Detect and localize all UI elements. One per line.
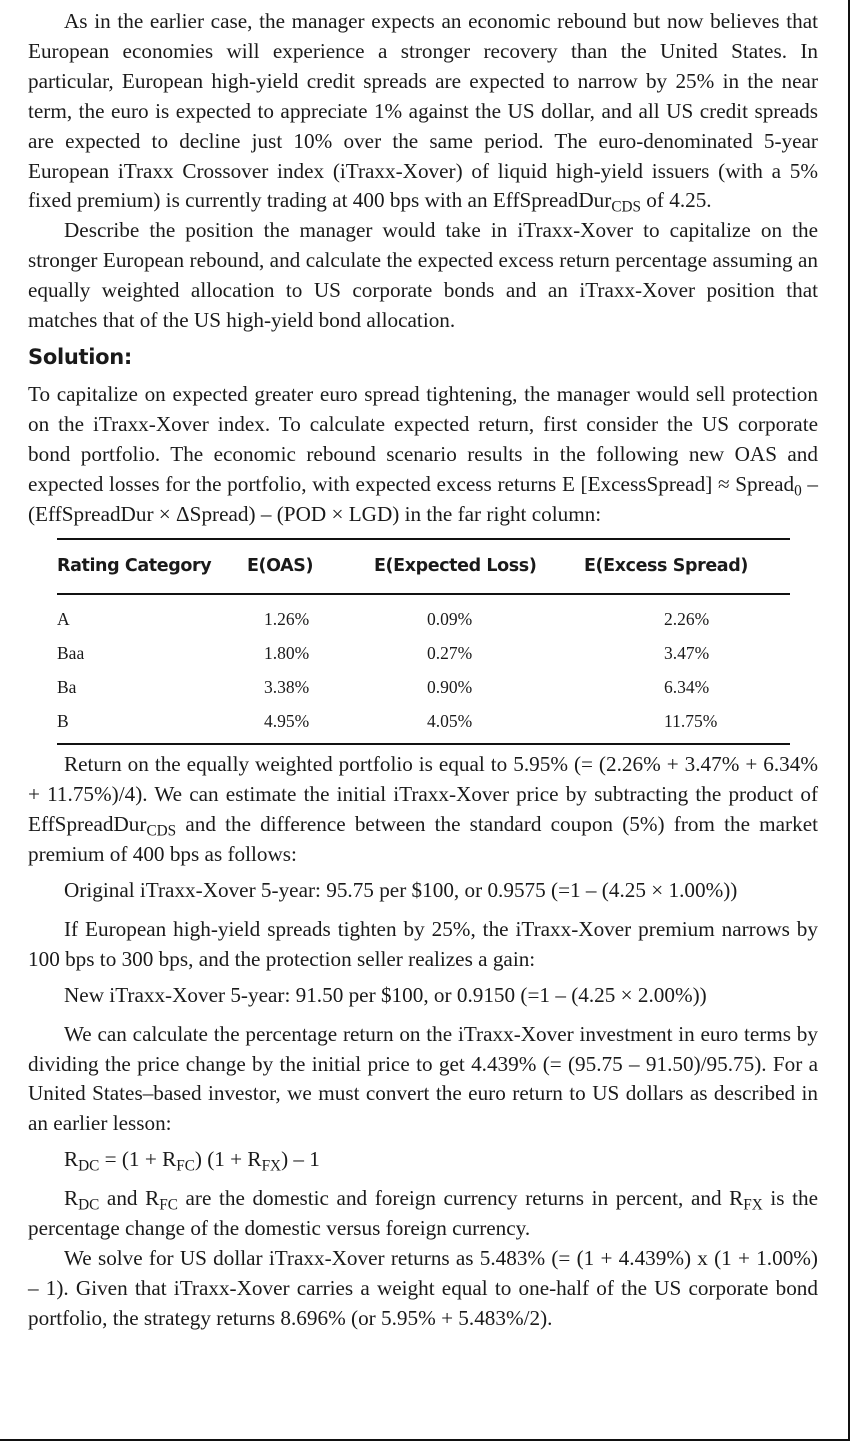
spacer: [28, 1175, 818, 1184]
rating-table: [57, 538, 790, 746]
text-run: –(EffSpreadDur × ΔSpread) – (POD × LGD) in the far right column:: [28, 471, 818, 526]
cell-e-oas: 1.26%: [264, 609, 310, 630]
percentage-return-paragraph: We can calculate the percentage return on the iTraxx-Xover investment in euro terms by dividing the price change by the initial price to get 4.439% (= (95.75 – 91.50)/95.75). For a United States–based investor, we must convert the euro return to US dollars as described in an earlier lesson:: [28, 1021, 818, 1136]
text-run: To capitalize on expected greater euro spread tightening, the manager would sell protection on the iTraxx-Xover index. To calculate expected return, first consider the US corporate bond portfolio. The economic rebound scenario results in the following new OAS and expected losses for the portfolio, with expected excess returns E [ExcessSpread] ≈ Spread: [28, 381, 818, 496]
text-run: R: [145, 1186, 160, 1211]
subscript: FC: [159, 1196, 178, 1214]
subscript: DC: [78, 1157, 100, 1175]
final-paragraph: We solve for US dollar iTraxx-Xover returns as 5.483% (= (1 + 4.439%) x (1 + 1.00%) – 1). Given that iTraxx-Xover carries a weight equal to one-half of the US corporate bond portfolio, the strategy returns 8.696% (or 5.95% + 5.483%/2).: [28, 1246, 818, 1330]
problem-paragraph-2: Describe the position the manager would take in iTraxx-Xover to capitalize on the stronger European rebound, and calculate the expected excess return percentage assuming an equally weighted allocation to US corporate bonds and an iTraxx-Xover position that matches that of the US high-yield bond allocation.: [28, 218, 818, 333]
solution-intro: [28, 380, 818, 530]
new-price-line: New iTraxx-Xover 5-year: 91.50 per $100, or 0.9150 (=1 – (4.25 × 2.00%)): [64, 982, 707, 1007]
cell-e-excess-spread: 6.34%: [664, 677, 710, 698]
text-run: Return on the equally weighted portfolio is equal to 5.95% (= (2.26% + 3.47% + 6.34% + 11.75%)/4). We can estimate the initial iTraxx-Xover price by subtracting the product of EffSpreadDur: [28, 752, 818, 837]
text-run: is the percentage change of the domestic versus foreign currency.: [28, 1186, 819, 1241]
text-run: R: [729, 1186, 744, 1211]
header-rating-category: Rating Category: [57, 539, 247, 595]
problem-paragraph-1: [28, 7, 818, 216]
text-run: and: [99, 1186, 146, 1211]
cell-e-excess-spread: 11.75%: [584, 704, 790, 744]
subscript: FC: [176, 1157, 195, 1175]
text-run: are the domestic and foreign currency returns in percent, and: [177, 1186, 730, 1211]
document-content: [28, 7, 818, 1334]
cell-e-excess-spread: 2.26%: [664, 609, 710, 630]
cell-e-excess-spread: 3.47%: [664, 643, 710, 664]
tighten-paragraph: If European high-yield spreads tighten by 25%, the iTraxx-Xover premium narrows by 100 bps to 300 bps, and the protection seller realizes a gain:: [28, 916, 818, 971]
return-paragraph: [28, 750, 818, 870]
table-header-row: [57, 539, 790, 595]
subscript: CDS: [611, 199, 641, 217]
spacer: [28, 1011, 818, 1020]
table-row: [57, 670, 790, 704]
cell-e-oas: 1.80%: [264, 643, 310, 664]
text-run: R: [64, 1147, 79, 1172]
spacer: [28, 906, 818, 915]
cell-rating: A: [57, 609, 70, 630]
definition-paragraph: [28, 1184, 818, 1244]
text-run: R: [64, 1186, 79, 1211]
subscript: FX: [743, 1196, 763, 1214]
table-row: [57, 594, 790, 636]
cell-e-oas: 4.95%: [247, 704, 374, 744]
subscript: DC: [78, 1196, 100, 1214]
header-e-excess-spread: E(Excess Spread): [584, 539, 790, 595]
cell-e-oas: 3.38%: [264, 677, 310, 698]
text-run: ) – 1: [281, 1147, 320, 1172]
cell-e-expected-loss: 0.09%: [427, 609, 473, 630]
text-run: R: [162, 1147, 177, 1172]
cell-rating: Ba: [57, 677, 77, 698]
cell-rating: B: [57, 704, 247, 744]
text-run: As in the earlier case, the manager expects an economic rebound but now believes that European economies will experience a stronger recovery than the United States. In particular, European high-yield credit spreads are expected to narrow by 25% in the near term, the euro is expected to appreciate 1% against the US dollar, and all US credit spreads are expected to decline just 10% over the same period. The euro-denominated 5-year European iTraxx Crossover index (iTraxx-Xover) of liquid high-yield issuers (with a 5% fixed premium) is currently trading at 400 bps with an EffSpreadDur: [28, 9, 818, 213]
text-run: = (1 +: [99, 1147, 163, 1172]
table-row: [57, 704, 790, 744]
subscript: FX: [261, 1157, 282, 1175]
cell-e-expected-loss: 0.27%: [427, 643, 473, 664]
subscript: 0: [794, 482, 802, 500]
header-e-oas: E(OAS): [247, 539, 374, 595]
table-row: [57, 636, 790, 670]
currency-return-formula: [28, 1145, 818, 1175]
text-run: R: [247, 1147, 262, 1172]
cell-rating: Baa: [57, 643, 85, 664]
subscript: CDS: [146, 822, 177, 840]
text-run: ) (1 +: [194, 1147, 248, 1172]
cell-e-expected-loss: 4.05%: [374, 704, 584, 744]
solution-heading: Solution:: [28, 344, 133, 369]
original-price-line: Original iTraxx-Xover 5-year: 95.75 per $100, or 0.9575 (=1 – (4.25 × 1.00%)): [64, 878, 738, 903]
header-e-expected-loss: E(Expected Loss): [374, 539, 584, 595]
text-run: of 4.25.: [640, 188, 712, 213]
cell-e-expected-loss: 0.90%: [427, 677, 473, 698]
text-run: and the difference between the standard coupon (5%) from the market premium of 400 bps as follows:: [28, 812, 818, 867]
